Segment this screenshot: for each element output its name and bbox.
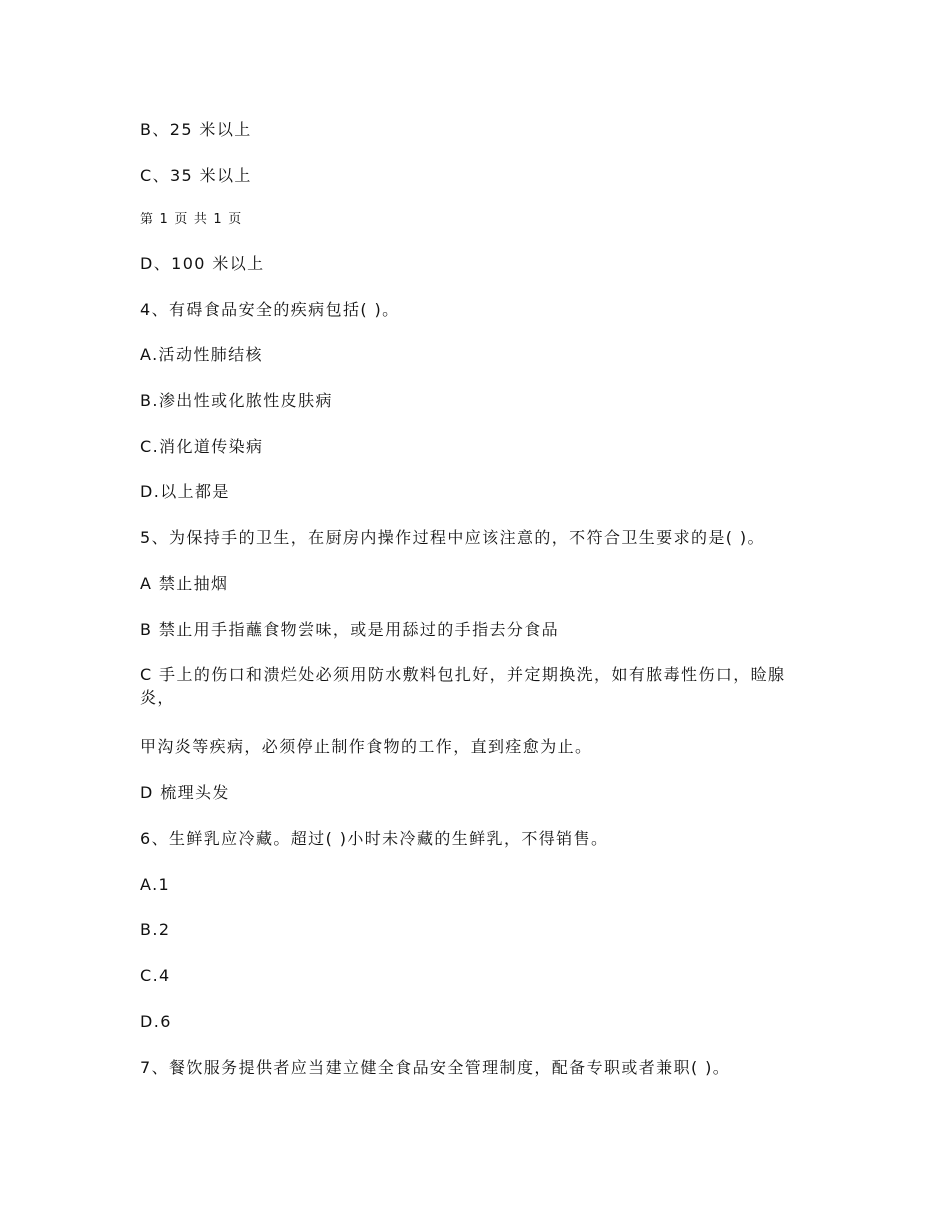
question-6: 6、生鲜乳应冷藏。超过( )小时未冷藏的生鲜乳，不得销售。 bbox=[140, 829, 609, 848]
q5-option-a: A 禁止抽烟 bbox=[140, 574, 229, 593]
option-d-100m: D、100 米以上 bbox=[140, 254, 265, 273]
question-5: 5、为保持手的卫生，在厨房内操作过程中应该注意的，不符合卫生要求的是( )。 bbox=[140, 528, 765, 547]
q6-option-c: C.4 bbox=[140, 966, 171, 985]
page-footer: 第 1 页 共 1 页 bbox=[140, 212, 243, 227]
q6-option-a: A.1 bbox=[140, 875, 171, 894]
question-4: 4、有碍食品安全的疾病包括( )。 bbox=[140, 300, 400, 319]
q4-option-d: D.以上都是 bbox=[140, 482, 230, 501]
option-b-25m: B、25 米以上 bbox=[140, 120, 252, 139]
q5-option-b: B 禁止用手指蘸食物尝味，或是用舔过的手指去分食品 bbox=[140, 620, 560, 639]
q6-option-b: B.2 bbox=[140, 920, 171, 939]
question-7: 7、餐饮服务提供者应当建立健全食品安全管理制度，配备专职或者兼职( )。 bbox=[140, 1058, 731, 1077]
q6-option-d: D.6 bbox=[140, 1012, 172, 1031]
q4-option-b: B.渗出性或化脓性皮肤病 bbox=[140, 391, 333, 410]
q5-option-c: C 手上的伤口和溃烂处必须用防水敷料包扎好，并定期换洗，如有脓毒性伤口，睑腺炎， bbox=[140, 665, 786, 707]
q4-option-a: A.活动性肺结核 bbox=[140, 345, 263, 364]
q5-option-d: D 梳理头发 bbox=[140, 783, 230, 802]
q4-option-c: C.消化道传染病 bbox=[140, 437, 264, 456]
option-c-35m: C、35 米以上 bbox=[140, 166, 252, 185]
q5-option-c-continued: 甲沟炎等疾病，必须停止制作食物的工作，直到痊愈为止。 bbox=[140, 737, 593, 756]
